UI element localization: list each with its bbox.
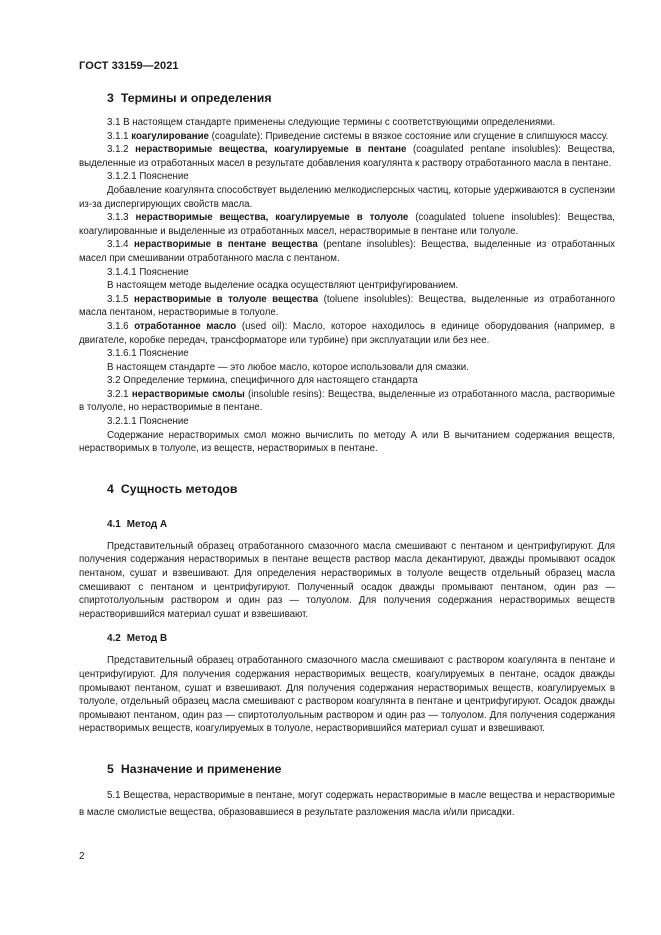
section-5-title (79, 759, 615, 779)
term-number: 3.1.3 (107, 212, 136, 224)
term-name: нерастворимые в толуоле вещества (134, 293, 319, 305)
term-name: нерастворимые в пентане вещества (133, 239, 318, 251)
paragraph-3-2-1-1: 3.2.1.1 Пояснение (107, 416, 189, 428)
subsection-4-1-title (79, 518, 615, 532)
term-number: 3.1.2 (107, 144, 136, 156)
term-definition: (coagulated pentane insolubles): Вещества, выделенные из отработанных масел в результате добавления коагулянта к раствору отработанного масла в пентане. (79, 144, 615, 169)
term-number: 3.1.4 (107, 239, 134, 251)
subsection-spacer (79, 507, 615, 518)
paragraph-3-1-4-1: 3.1.4.1 Пояснение (107, 266, 189, 278)
paragraph-method-b: Представительный образец отработанного смазочного масла смешивают с раствором коагулянта в пентане и центрифугируют. Для получения содержания нерастворимых веществ, коагулируемых в пентане, осадок дважды промывают пентаном, сушат и взвешивают. Для получения содержания нерастворимых веществ, коагулируемых в толуоле, отдельный образец масла смешивают с раствором коагулянта в пентане и центрифугируют. Осадок дважды промывают пентаном, один раз — спиртотолуольным раствором и один раз — толуолом. Для получения содержания нерастворимых веществ, коагулируемых в толуоле, нерастворившийся материал сушат и взвешивают. (79, 655, 615, 735)
term-definition: (used oil): Масло, которое находилось в единице оборудования (например, в двигателе, коробке передач, трансформаторе или турбине) при эксплуатации или без нее. (79, 320, 615, 346)
paragraph-method-a: Представительный образец отработанного смазочного масла смешивают с пентаном и центрифугируют. Для получения содержания нерастворимых в пентане веществ раствор масла декантируют, дважды промывают осадок пентаном, сушат и взвешивают. Для определения нерастворимых в толуоле веществ отдельный образец масла смешивают с пентаном и центрифугируют. Полученный осадок дважды промывают пентаном, один раз — спиртотолуольным раствором и один раз — толуолом. Для получения содержания нерастворимых веществ нерастворившийся материал сушат и взвешивают. (79, 540, 615, 620)
term-name: коагулирование (131, 130, 209, 142)
term-definition: (coagulate): Приведение системы в вязкое состояние или сгущение в слипшуюся массу. (208, 130, 609, 142)
paragraph-3-1-6 (79, 320, 615, 347)
section-spacer (79, 736, 615, 759)
paragraph-3-1-4 (79, 238, 615, 265)
document-header-code: ГОСТ 33159—2021 (79, 60, 179, 72)
term-name: нерастворимые вещества, коагулируемые в толуоле (135, 212, 409, 224)
subsection-4-2-title (79, 632, 615, 646)
paragraph-3-2: 3.2 Определение термина, специфичного для настоящего стандарта (107, 375, 418, 387)
term-name: нерастворимые вещества, коагулируемые в пентане (135, 144, 407, 156)
section-title-text: Сущность методов (120, 481, 238, 496)
paragraph-3-1-4-1-text: В настоящем методе выделение осадка осуществляют центрифугированием. (107, 280, 459, 292)
term-definition: (insoluble resins): Вещества, выделенные из отработанного масла, растворимые в толуоле, но нерастворимые в пентане. (79, 388, 616, 414)
term-name: отработанное масло (134, 320, 237, 332)
section-title-text: Назначение и применение (120, 761, 282, 776)
paragraph-3-2-1 (79, 388, 615, 415)
paragraph-3-1-5 (79, 293, 615, 320)
paragraph-3-1: 3.1 В настоящем стандарте применены следующие термины с соответствующими определениями. (107, 117, 556, 128)
term-number: 3.2.1 (107, 388, 132, 400)
subsection-title-text: Метод А (126, 518, 168, 530)
subsection-spacer (79, 621, 615, 632)
paragraph-3-1-1 (79, 130, 615, 144)
term-definition: (pentane insolubles): Вещества, выделенные из отработанных масел при смешивании отработанного масла с пентаном. (79, 239, 615, 264)
page-number: 2 (79, 851, 85, 862)
document-body (79, 88, 615, 821)
paragraph-3-1-2 (79, 143, 615, 170)
section-4-title (79, 479, 615, 499)
paragraph-3-1-6-1: 3.1.6.1 Пояснение (107, 348, 189, 360)
section-number: 3 (107, 91, 114, 105)
subsection-number: 4.1 (107, 518, 121, 530)
subsection-title-text: Метод В (126, 633, 168, 645)
term-number: 3.1.5 (107, 293, 135, 305)
subsection-number: 4.2 (107, 633, 121, 645)
paragraph-3-2-1-1-text: Содержание нерастворимых смол можно вычислить по методу А или В вычитанием содержания веществ, нерастворимых в толуоле, из веществ, нерастворимых в пентане. (79, 429, 615, 455)
term-number: 3.1.6 (107, 320, 135, 332)
section-title-text: Термины и определения (120, 91, 272, 105)
paragraph-3-1-2-1-text: Добавление коагулянта способствует выделению мелкодисперсных частиц, которые удерживаются в суспензии из-за диспергирующих свойств масла. (79, 184, 615, 210)
section-3-title (79, 88, 615, 108)
paragraph-3-1-6-1-text: В настоящем стандарте — это любое масло, которое использовали для смазки. (107, 361, 469, 373)
paragraph-3-1-2-1: 3.1.2.1 Пояснение (107, 171, 189, 183)
term-definition: (coagulated toluene insolubles): Вещества, коагулированные и выделенные из отработанных масел, нерастворимые в пентане или толуоле. (79, 212, 615, 237)
term-definition: (toluene insolubles): Вещества, выделенные из отработанного масла пентаном, нерастворимые в толуоле. (79, 293, 616, 319)
paragraph-3-1-3 (79, 211, 615, 238)
term-number: 3.1.1 (107, 130, 132, 142)
term-name: нерастворимые смолы (131, 388, 245, 400)
section-number: 5 (107, 761, 114, 776)
section-number: 4 (107, 481, 114, 496)
paragraph-5-1: 5.1 Вещества, нерастворимые в пентане, могут содержать нерастворимые в масле вещества и нерастворимые в масле смолистые вещества, образовавшиеся в результате разложения масла и/или присадки. (79, 789, 615, 818)
section-spacer (79, 456, 615, 479)
